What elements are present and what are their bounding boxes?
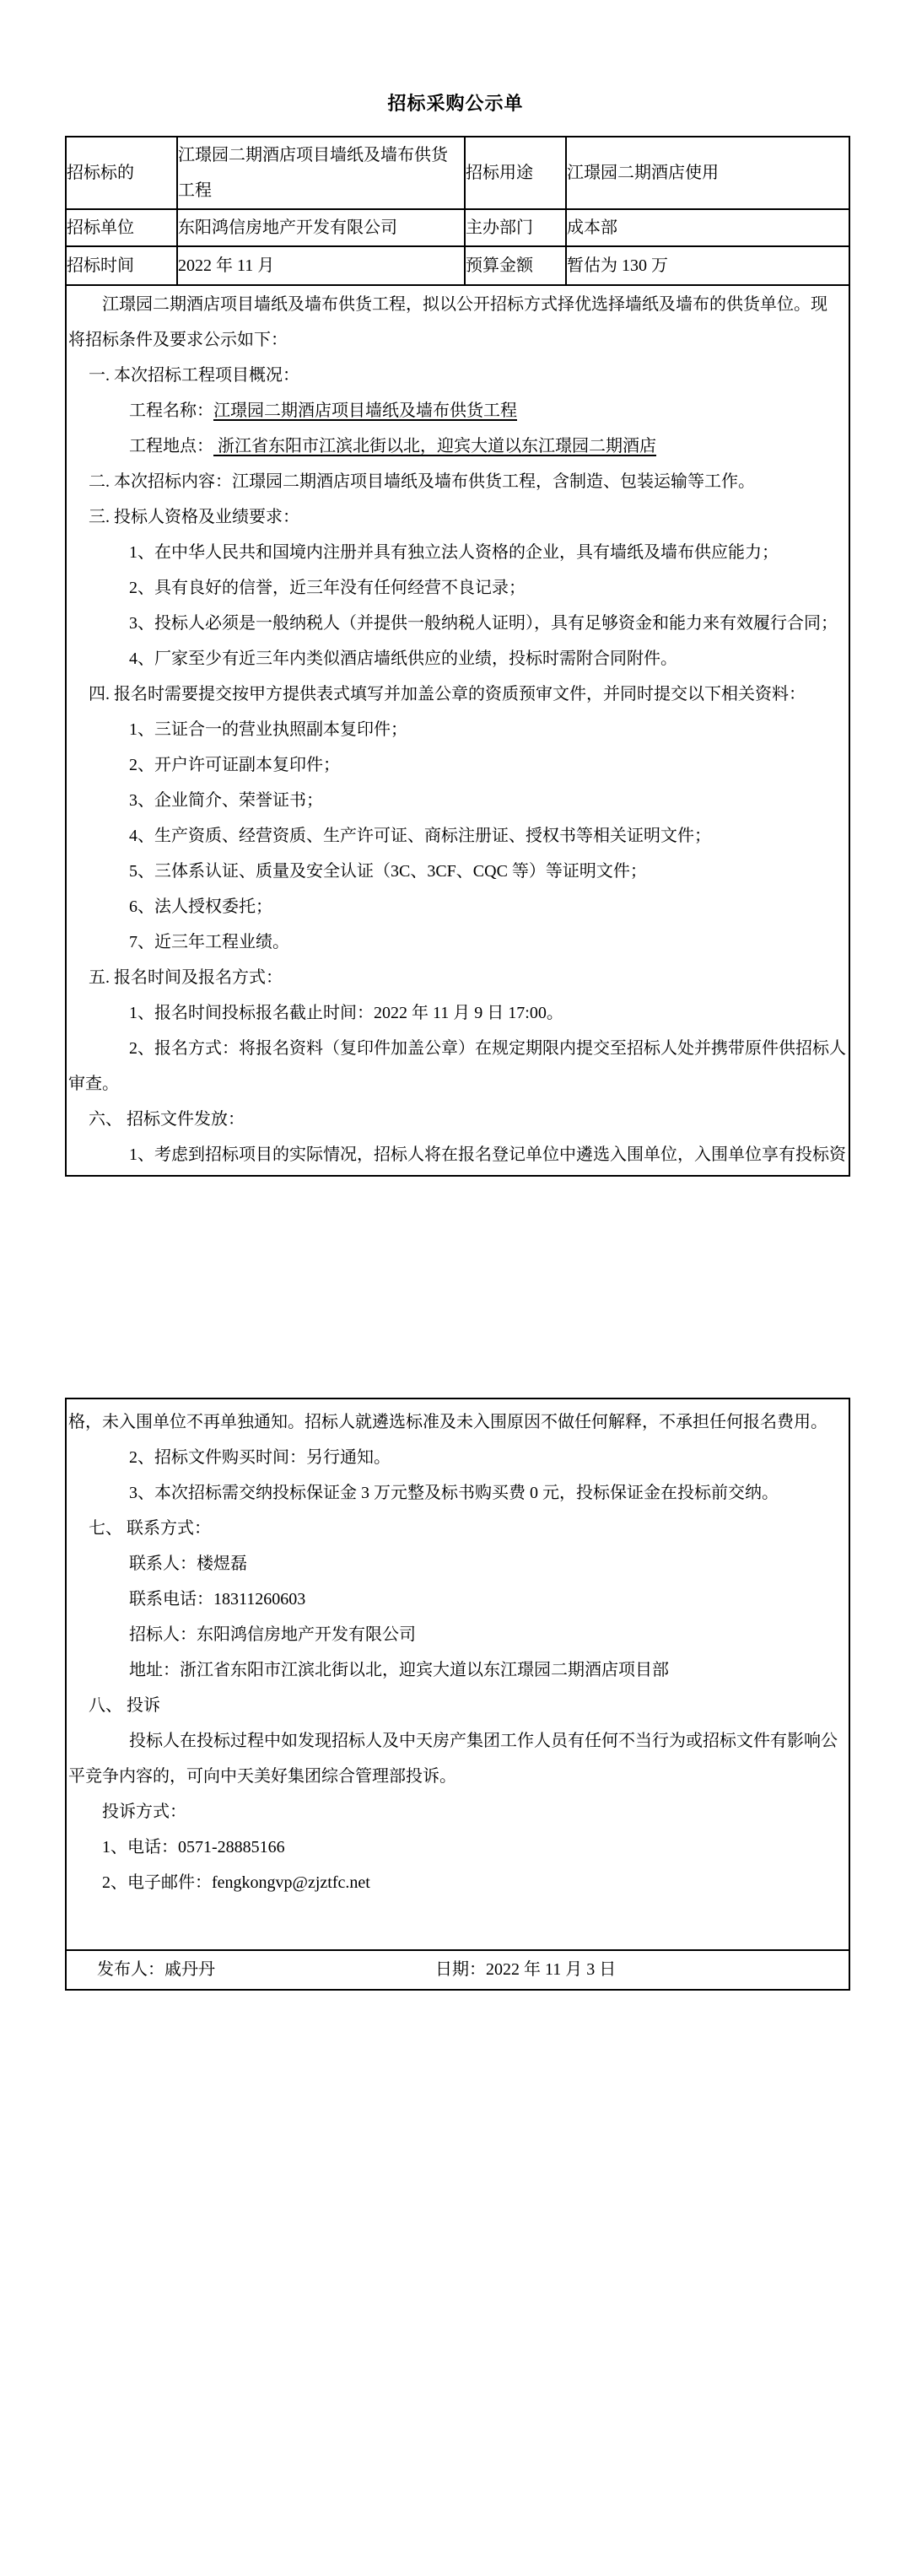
body-line [67,1511,849,1546]
table-cell-label: 招标时间 [67,246,177,285]
body-line [67,1440,849,1475]
body-line [67,818,849,854]
line-text: 联系电话：18311260603 [129,1590,306,1609]
line-text: 6、法人授权委托； [129,897,272,916]
table-cell-label: 预算金额 [465,246,566,285]
line-text: 审查。 [68,1075,119,1093]
body-line [67,1137,849,1172]
line-text: 2、电子邮件：fengkongvp@zjztfc.net [102,1873,370,1892]
line-text: 投诉方式： [102,1803,186,1821]
line-text: 联系人：楼煜磊 [129,1555,247,1573]
line-text: 投标人在投标过程中如发现招标人及中天房产集团工作人员有任何不当行为或招标文件有影响公 [129,1732,838,1750]
body-line [67,1582,849,1617]
table-cell-value: 江璟园二期酒店项目墙纸及墙布供货工程 [177,137,465,209]
line-text: 3、本次招标需交纳投标保证金 3 万元整及标书购买费 0 元，投标保证金在投标前交纳。 [129,1484,779,1502]
body-line [67,393,849,428]
body-line [67,783,849,818]
table-cell-label: 主办部门 [465,209,566,246]
body-line [67,1404,849,1440]
body-line [67,1794,849,1830]
body-line [67,960,849,995]
body-line [67,1723,849,1759]
body-line [67,1688,849,1723]
body-line [67,1066,849,1102]
line-text: 四. 报名时需要提交按甲方提供表式填写并加盖公章的资质预审文件，并同时提交以下相关资料： [89,685,806,703]
notice-sheet-page2 [65,1398,850,1991]
line-text: 招标人：东阳鸿信房地产开发有限公司 [129,1625,416,1644]
body-line [67,428,849,464]
line-text: 五. 报名时间及报名方式： [89,968,283,987]
line-text: 七、 联系方式： [89,1519,211,1538]
body-line [67,1475,849,1511]
line-text: 3、投标人必须是一般纳税人（并提供一般纳税人证明），具有足够资金和能力来有效履行合同； [129,614,838,633]
body-line [67,1865,849,1900]
line-text: 3、企业简介、荣誉证书； [129,791,323,810]
table-cell-label: 招标单位 [67,209,177,246]
table-row [67,137,849,209]
body-line [67,1617,849,1652]
line-text: 2、开户许可证副本复印件； [129,756,340,774]
line-text: 1、电话：0571-28885166 [102,1838,285,1857]
line-text: 平竞争内容的，可向中天美好集团综合管理部投诉。 [68,1767,456,1786]
body-line [67,606,849,641]
table-cell-label: 招标用途 [465,137,566,209]
page2-body [67,1399,849,1900]
table-row [67,246,849,285]
body-line [67,1830,849,1865]
publish-footer [67,1949,849,1989]
line-text: 工程名称： [129,401,213,420]
table-cell-value: 2022 年 11 月 [177,246,465,285]
table-cell-value: 东阳鸿信房地产开发有限公司 [177,209,465,246]
table-cell-value: 江璟园二期酒店使用 [566,137,849,209]
line-text: 三. 投标人资格及业绩要求： [89,508,299,526]
line-text: 2、报名方式：将报名资料（复印件加盖公章）在规定期限内提交至招标人处并携带原件供招标人 [129,1039,846,1058]
publish-date: 日期：2022 年 11 月 3 日 [435,1960,617,1979]
notice-sheet-page1 [65,136,850,1177]
body-line [67,889,849,924]
page-title: 招标采购公示单 [387,93,524,114]
body-line [67,712,849,747]
body-line [67,464,849,499]
line-text: 1、三证合一的营业执照副本复印件； [129,720,407,739]
line-text: 六、 招标文件发放： [89,1110,245,1129]
table-row [67,209,849,246]
line-text: 工程地点： [129,437,213,455]
line-underlined-text: 浙江省东阳市江滨北街以北，迎宾大道以东江璟园二期酒店 [213,437,656,455]
body-line [67,1546,849,1582]
line-text: 7、近三年工程业绩。 [129,933,289,951]
line-text: 一. 本次招标工程项目概况： [89,366,299,385]
body-line [67,1652,849,1688]
line-text: 4、生产资质、经营资质、生产许可证、商标注册证、授权书等相关证明文件； [129,827,711,845]
body-line [67,287,849,322]
line-text: 将招标条件及要求公示如下： [68,331,288,349]
body-line [67,747,849,783]
line-text: 八、 投诉 [89,1696,160,1715]
body-line [67,641,849,676]
bid-info-table [67,137,849,286]
page1-body [67,286,849,1172]
body-line [67,676,849,712]
body-line [67,322,849,358]
line-text: 格，未入围单位不再单独通知。招标人就遴选标准及未入围原因不做任何解释，不承担任何报名费用。 [68,1413,827,1431]
body-line [67,1031,849,1066]
line-text: 2、具有良好的信誉，近三年没有任何经营不良记录； [129,579,526,597]
line-text: 5、三体系认证、质量及安全认证（3C、3CF、CQC 等）等证明文件； [129,862,647,881]
body-line [67,1102,849,1137]
body-line [67,570,849,606]
line-text: 地址：浙江省东阳市江滨北街以北，迎宾大道以东江璟园二期酒店项目部 [129,1661,669,1679]
body-line [67,535,849,570]
body-line [67,1759,849,1794]
line-text: 2、招标文件购买时间：另行通知。 [129,1448,391,1467]
publisher-name: 发布人：戚丹丹 [97,1960,215,1979]
table-cell-value: 暂估为 130 万 [566,246,849,285]
table-cell-label: 招标标的 [67,137,177,209]
line-text: 1、在中华人民共和国境内注册并具有独立法人资格的企业，具有墙纸及墙布供应能力； [129,543,779,562]
table-cell-value: 成本部 [566,209,849,246]
body-line [67,499,849,535]
line-text: 二. 本次招标内容：江璟园二期酒店项目墙纸及墙布供货工程，含制造、包装运输等工作。 [89,472,755,491]
line-underlined-text: 江璟园二期酒店项目墙纸及墙布供货工程 [213,401,517,420]
line-text: 1、考虑到招标项目的实际情况，招标人将在报名登记单位中遴选入围单位，入围单位享有投标资 [129,1145,846,1164]
line-text: 1、报名时间投标报名截止时间：2022 年 11 月 9 日 17:00。 [129,1004,563,1022]
body-line [67,995,849,1031]
body-line [67,358,849,393]
line-text: 4、厂家至少有近三年内类似酒店墙纸供应的业绩，投标时需附合同附件。 [129,649,677,668]
line-text: 江璟园二期酒店项目墙纸及墙布供货工程，拟以公开招标方式择优选择墙纸及墙布的供货单位。现 [102,295,827,314]
body-line [67,854,849,889]
body-line [67,924,849,960]
